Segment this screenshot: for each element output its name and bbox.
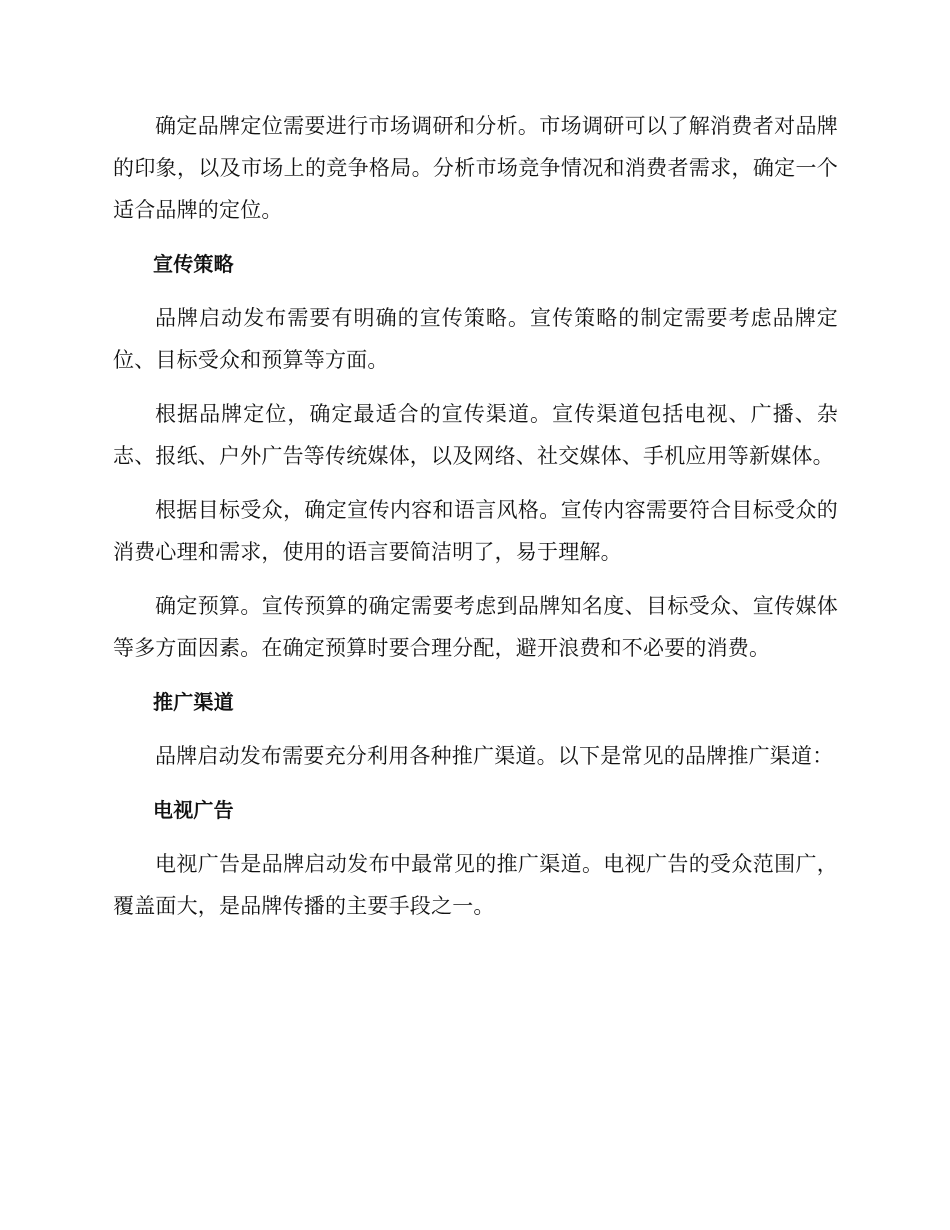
- paragraph-brand-positioning: 确定品牌定位需要进行市场调研和分析。市场调研可以了解消费者对品牌的印象，以及市场上的竞争格局。分析市场竞争情况和消费者需求，确定一个适合品牌的定位。: [113, 114, 838, 222]
- paragraph-audience-content: 根据目标受众，确定宣传内容和语言风格。宣传内容需要符合目标受众的消费心理和需求，使用的语言要简洁明了，易于理解。: [113, 498, 838, 564]
- paragraph-promotion-intro: 品牌启动发布需要充分利用各种推广渠道。以下是常见的品牌推广渠道：: [155, 744, 834, 768]
- paragraph-tv-ads: 电视广告是品牌启动发布中最常见的推广渠道。电视广告的受众范围广，覆盖面大，是品牌传播的主要手段之一。: [113, 852, 838, 918]
- paragraph-budget: 确定预算。宣传预算的确定需要考虑到品牌知名度、目标受众、宣传媒体等多方面因素。在确定预算时要合理分配，避开浪费和不必要的消费。: [113, 594, 838, 660]
- heading-promotion-channels: 推广渠道: [153, 690, 234, 714]
- paragraph-channels: 根据品牌定位，确定最适合的宣传渠道。宣传渠道包括电视、广播、杂志、报纸、户外广告等传统媒体，以及网络、社交媒体、手机应用等新媒体。: [113, 402, 838, 468]
- heading-publicity-strategy: 宣传策略: [153, 252, 234, 276]
- heading-tv-ads: 电视广告: [153, 798, 234, 822]
- paragraph-strategy-intro: 品牌启动发布需要有明确的宣传策略。宣传策略的制定需要考虑品牌定位、目标受众和预算等方面。: [113, 306, 838, 372]
